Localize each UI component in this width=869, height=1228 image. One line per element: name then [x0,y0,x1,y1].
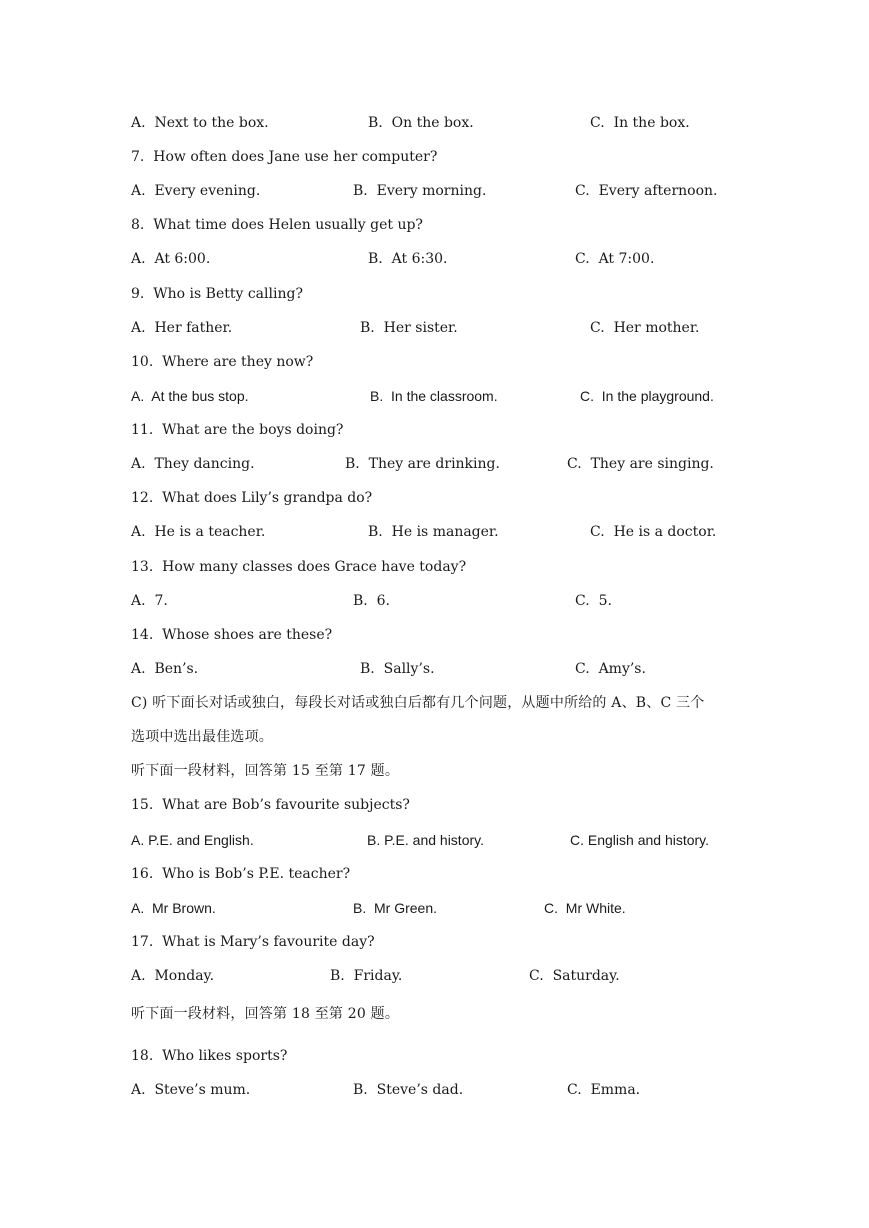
question-9: 9. Who is Betty calling? [131,286,303,302]
option-a: A. At the bus stop. [131,388,249,404]
question-13: 13. How many classes does Grace have today? [131,559,467,575]
section-instruction: C) 听下面长对话或独白，每段长对话或独白后都有几个问题，从题中所给的 A、B、C 三个 [131,695,705,711]
option-c: C. In the box. [590,115,690,131]
listening-material-note: 听下面一段材料，回答第 18 至第 20 题。 [131,1006,400,1022]
option-c: C. Emma. [567,1082,641,1098]
option-b: B. Friday. [330,968,403,984]
option-a: A. Steve’s mum. [131,1082,251,1098]
option-c: C. 5. [575,593,612,609]
option-b: B. On the box. [368,115,474,131]
listening-material-note: 听下面一段材料，回答第 15 至第 17 题。 [131,763,400,779]
option-c: C. In the playground. [580,388,714,404]
question-12: 12. What does Lily’s grandpa do? [131,490,373,506]
option-b: B. Every morning. [353,183,487,199]
question-10: 10. Where are they now? [131,354,314,370]
option-a: A. 7. [131,593,168,609]
option-b: B. In the classroom. [370,388,498,404]
option-b: B. They are drinking. [345,456,500,472]
option-c: C. They are singing. [567,456,714,472]
question-16: 16. Who is Bob’s P.E. teacher? [131,866,351,882]
option-c: C. Every afternoon. [575,183,718,199]
option-a: A. He is a teacher. [131,524,266,540]
question-11: 11. What are the boys doing? [131,422,344,438]
question-14: 14. Whose shoes are these? [131,627,333,643]
question-15: 15. What are Bob’s favourite subjects? [131,797,410,813]
option-c: C. English and history. [570,832,710,848]
option-b: B. At 6:30. [368,251,448,267]
question-8: 8. What time does Helen usually get up? [131,217,423,233]
question-7: 7. How often does Jane use her computer? [131,149,438,165]
option-a: A. At 6:00. [131,251,211,267]
question-18: 18. Who likes sports? [131,1048,288,1064]
option-b: B. Sally’s. [360,661,435,677]
option-b: B. Mr Green. [353,900,438,916]
option-c: C. At 7:00. [575,251,655,267]
option-a: A. Ben’s. [131,661,199,677]
option-c: C. Mr White. [544,900,626,916]
option-b: B. Her sister. [360,320,458,336]
option-a: A. P.E. and English. [131,832,254,848]
question-17: 17. What is Mary’s favourite day? [131,934,375,950]
option-c: C. Her mother. [590,320,700,336]
option-a: A. They dancing. [131,456,255,472]
option-c: C. Amy’s. [575,661,646,677]
option-c: C. He is a doctor. [590,524,717,540]
option-b: B. Steve’s dad. [353,1082,464,1098]
option-a: A. Her father. [131,320,233,336]
option-c: C. Saturday. [529,968,620,984]
option-a: A. Next to the box. [131,115,269,131]
option-a: A. Monday. [131,968,215,984]
option-a: A. Every evening. [131,183,261,199]
section-instruction-continued: 选项中选出最佳选项。 [131,729,273,745]
option-a: A. Mr Brown. [131,900,216,916]
option-b: B. 6. [353,593,390,609]
option-b: B. P.E. and history. [367,832,484,848]
option-b: B. He is manager. [368,524,499,540]
